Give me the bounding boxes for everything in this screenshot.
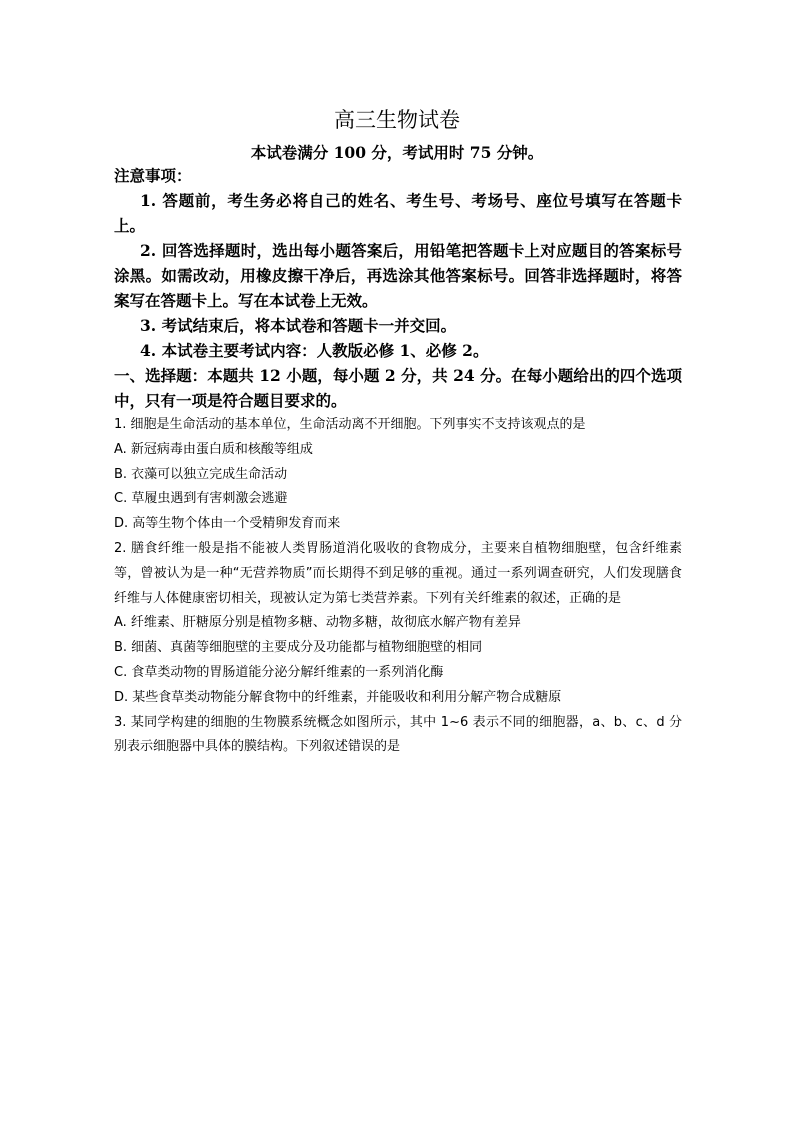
notice-list [114, 188, 682, 363]
question-stem: 2. 膳食纤维一般是指不能被人类胃肠道消化吸收的食物成分，主要来自植物细胞壁，包含纤维素等，曾被认为是一种“无营养物质”而长期得不到足够的重视。通过一系列调查研究，人们发现膳食纤维与人体健康密切相关，现被认定为第七类营养素。下列有关纤维素的叙述，正确的是 [114, 540, 682, 606]
question-option: B. 细菌、真菌等细胞壁的主要成分及功能都与植物细胞壁的相同 [114, 640, 483, 656]
question-stem: 1. 细胞是生命活动的基本单位，生命活动离不开细胞。下列事实不支持该观点的是 [114, 417, 586, 432]
page-title: 高三生物试卷 [334, 108, 460, 132]
question-option: A. 新冠病毒由蛋白质和核酸等组成 [114, 441, 313, 457]
notice-item: 4. 本试卷主要考试内容：人教版必修 1、必修 2。 [140, 341, 489, 360]
section-heading-block [114, 363, 682, 413]
question-3 [114, 711, 682, 761]
notice-item: 1. 答题前，考生务必将自己的姓名、考生号、考场号、座位号填写在答题卡上。 [114, 191, 682, 235]
notice-item: 3. 考试结束后，将本试卷和答题卡一并交回。 [140, 316, 457, 335]
question-2 [114, 537, 682, 711]
question-stem: 3. 某同学构建的细胞的生物膜系统概念如图所示，其中 1~6 表示不同的细胞器，a、b、c、d 分别表示细胞器中具体的膜结构。下列叙述错误的是 [114, 714, 682, 755]
section-heading: 一、选择题：本题共 12 小题，每小题 2 分，共 24 分。在每小题给出的四个选项中，只有一项是符合题目要求的。 [114, 366, 682, 410]
question-option: C. 草履虫遇到有害刺激会逃避 [114, 491, 288, 507]
question-list [114, 413, 682, 760]
notice-heading: 注意事项： [114, 166, 192, 185]
question-option: D. 高等生物个体由一个受精卵发育而来 [114, 516, 341, 532]
question-option: A. 纤维素、肝糖原分别是植物多糖、动物多糖，故彻底水解产物有差异 [114, 615, 521, 631]
exam-subtitle: 本试卷满分 100 分，考试用时 75 分钟。 [250, 143, 544, 162]
question-1 [114, 413, 682, 537]
question-option: B. 衣藻可以独立完成生命活动 [114, 466, 288, 482]
notice-item: 2. 回答选择题时，选出每小题答案后，用铅笔把答题卡上对应题目的答案标号涂黑。如需改动，用橡皮擦干净后，再选涂其他答案标号。回答非选择题时，将答案写在答题卡上。写在本试卷上无效。 [114, 241, 682, 310]
question-option: D. 某些食草类动物能分解食物中的纤维素，并能吸收和利用分解产物合成糖原 [114, 689, 562, 705]
question-option: C. 食草类动物的胃肠道能分泌分解纤维素的一系列消化酶 [114, 664, 444, 680]
